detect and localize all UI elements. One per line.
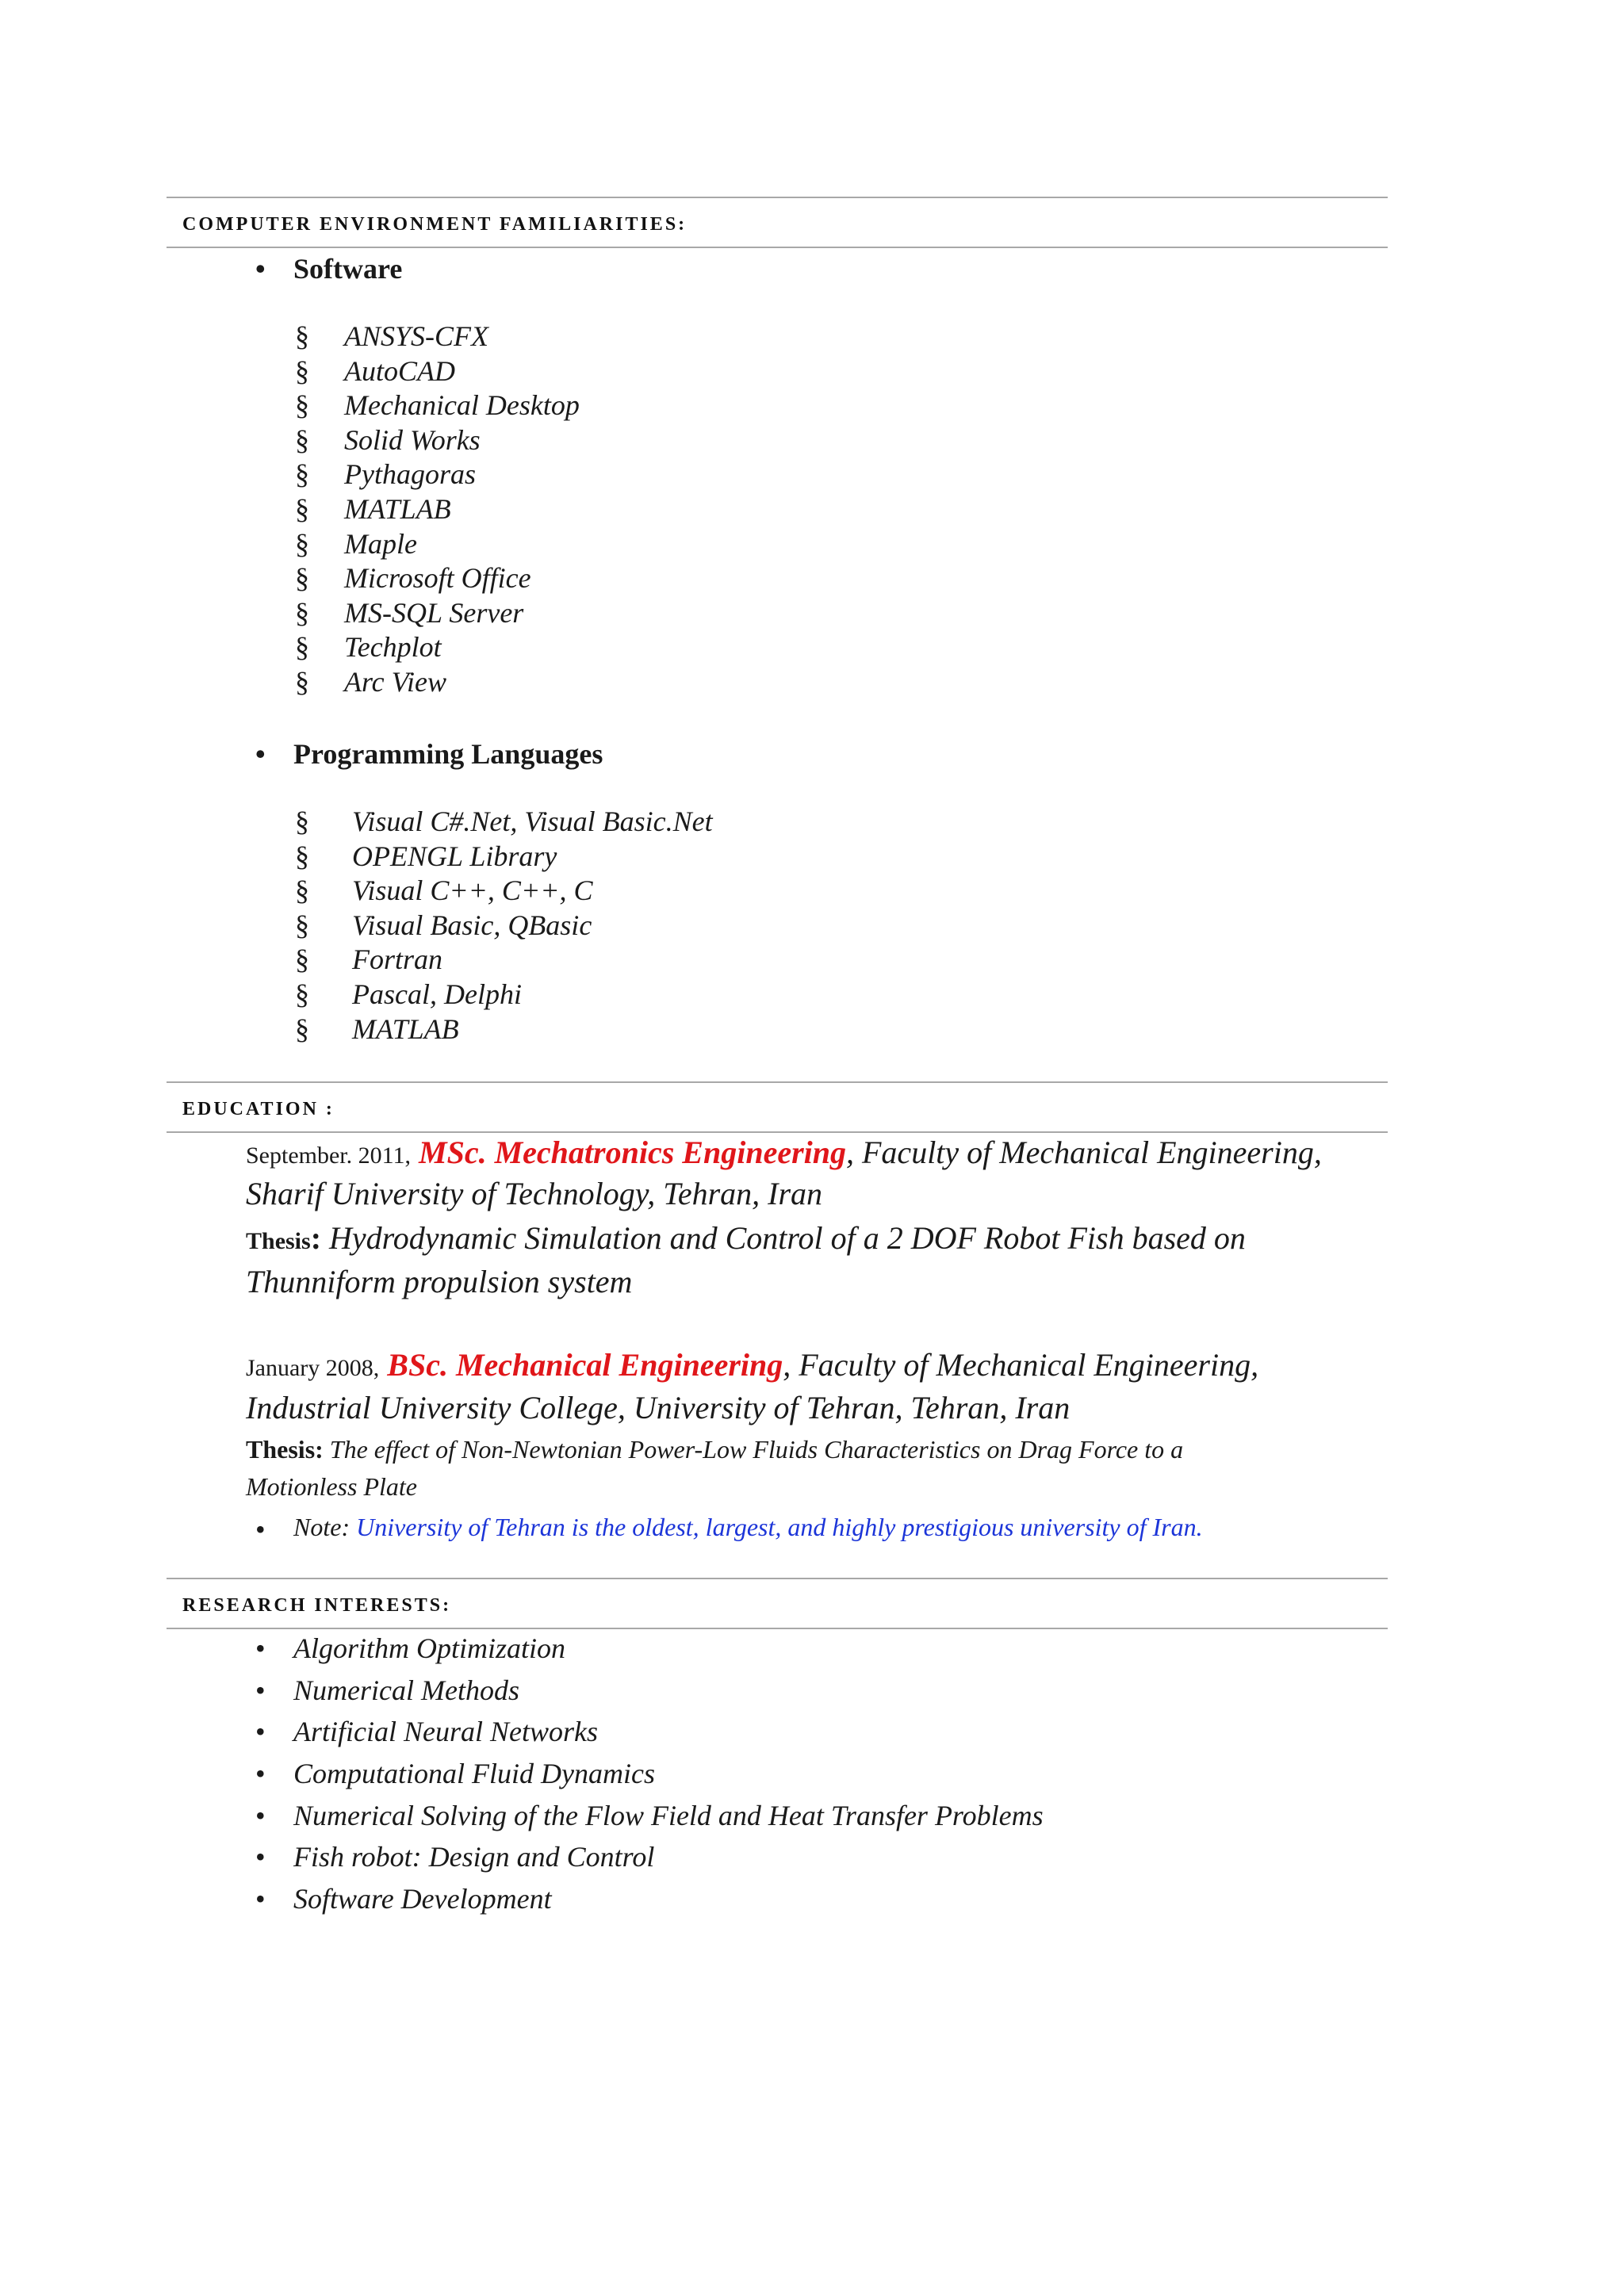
note-text: University of Tehran is the oldest, largest, and highly prestigious university of Iran. [356,1513,1203,1541]
section-heading-research: RESEARCH INTERESTS: [182,1595,452,1616]
list-item-label: Software Development [293,1883,552,1915]
section-rule-top [167,1081,1388,1083]
list-item-label: ANSYS-CFX [344,320,489,352]
list-item-label: Pascal, Delphi [352,978,522,1010]
section-sign-icon: § [295,596,309,629]
msc-thesis-line-2: Thunniform propulsion system [246,1264,633,1299]
section-sign-icon: § [295,492,309,525]
bullet-icon: • [255,1716,266,1748]
section-sign-icon: § [295,943,309,976]
msc-university: Sharif University of Technology, Tehran, Iran [246,1176,823,1211]
bsc-thesis-line-1: Thesis: The effect of Non-Newtonian Power-Low Fluids Characteristics on Drag Force to a [246,1435,1184,1464]
list-item-label: Computational Fluid Dynamics [293,1758,655,1790]
bullet-icon: • [255,1513,266,1545]
list-item-label: Visual Basic, QBasic [352,909,592,941]
list-item-label: Visual C++, C++, C [352,874,593,907]
section-sign-icon: § [295,562,309,595]
section-heading-education: EDUCATION : [182,1099,335,1119]
list-item-label: MS-SQL Server [344,596,524,629]
list-item-label: OPENGL Library [352,840,557,872]
bullet-icon: • [255,1883,266,1915]
bullet-icon: • [255,1632,266,1664]
bullet-icon: • [255,1758,266,1790]
section-sign-icon: § [295,665,309,698]
section-rule-bottom [167,1131,1388,1133]
bsc-line-1: January 2008, BSc. Mechanical Engineering, Faculty of Mechanical Engineering, [246,1347,1259,1383]
list-item-label: Numerical Solving of the Flow Field and Heat Transfer Problems [293,1799,1044,1831]
bsc-degree: BSc. Mechanical Engineering [387,1347,783,1383]
resume-page: COMPUTER ENVIRONMENT FAMILIARITIES: • Software § ANSYS-CFX § AutoCAD § Mechanical Desktop § Solid Works § Pythagoras § MATLAB § Maple § Microsoft Office § MS-SQL Server § Techplot § Arc View • Programming Languages § Visual C#.Net, Visual Basic.Net § OPENGL Library § Visual C++, C++, C § Visual Basic, QBasic § Fortran § Pascal, Delphi § MATLAB EDUCATION : September. 2011, MSc. Mechatronics Engineering, Faculty of Mechanical Engineering, Sharif University of Technology, Tehran, Iran Thesis: Hydrodynamic Simulation and Control of a 2 DOF Robot Fish based on Thunniform propulsion system January 2008, BSc. Mechanical Engineering, Faculty of Mechanical Engineering, Industrial University College, University of Tehran, Tehran, Iran Thesis: The effect of Non-Newtonian Power-Low Fluids Characteristics on Drag Force to a Motionless Plate • Note: University of Tehran is the oldest, largest, and highly prestigious university of Iran. RESEARCH INTERESTS: • Algorithm Optimization • Numerical Methods • Artificial Neural Networks • Computational Fluid Dynamics • Numerical Solving of the Flow Field and Heat Transfer Problems • Fish robot: Design and Control • Software Development [0,0,1624,2296]
section-rule-top [167,197,1388,198]
list-item-label: Fish robot: Design and Control [293,1841,655,1873]
bullet-icon: • [255,738,266,770]
list-item-label: Numerical Methods [293,1674,519,1706]
list-item-label: Techplot [344,631,442,664]
list-item-label: Solid Works [344,423,481,456]
section-sign-icon: § [295,806,309,837]
bullet-icon: • [255,253,266,285]
section-rule-top [167,1578,1388,1579]
section-sign-icon: § [295,631,309,664]
section-sign-icon: § [295,840,309,872]
section-sign-icon: § [295,389,309,422]
section-sign-icon: § [295,1012,309,1045]
section-sign-icon: § [295,874,309,907]
bsc-university: Industrial University College, University of Tehran, Tehran, Iran [246,1390,1071,1425]
section-sign-icon: § [295,527,309,560]
section-rule-bottom [167,1628,1388,1629]
section-rule-bottom [167,247,1388,248]
msc-degree: MSc. Mechatronics Engineering [419,1135,846,1170]
list-item-label: Arc View [344,665,446,698]
list-item-label: Artificial Neural Networks [293,1716,598,1748]
msc-thesis-line-1: Thesis: Hydrodynamic Simulation and Control of a 2 DOF Robot Fish based on [246,1220,1246,1256]
list-item-label: Algorithm Optimization [293,1632,566,1664]
section-sign-icon: § [295,978,309,1010]
bullet-icon: • [255,1841,266,1873]
section-sign-icon: § [295,458,309,491]
section-sign-icon: § [295,423,309,456]
bullet-icon: • [255,1674,266,1706]
list-item-label: Pythagoras [344,458,476,491]
bsc-thesis-line-2: Motionless Plate [246,1472,417,1501]
msc-line-1: September. 2011, MSc. Mechatronics Engineering, Faculty of Mechanical Engineering, [246,1135,1322,1170]
bullet-icon: • [255,1799,266,1831]
list-item-label: MATLAB [352,1012,459,1045]
section-sign-icon: § [295,354,309,387]
section-heading-computer: COMPUTER ENVIRONMENT FAMILIARITIES: [182,214,688,235]
list-item-label: Visual C#.Net, Visual Basic.Net [352,806,713,837]
list-item-label: MATLAB [344,492,451,525]
section-sign-icon: § [295,909,309,941]
list-item-label: Microsoft Office [344,562,531,595]
list-item-label: Mechanical Desktop [344,389,580,422]
list-item-label: Fortran [352,943,443,976]
section-sign-icon: § [295,320,309,352]
list-item-label: Maple [344,527,417,560]
list-item-label: AutoCAD [344,354,455,387]
